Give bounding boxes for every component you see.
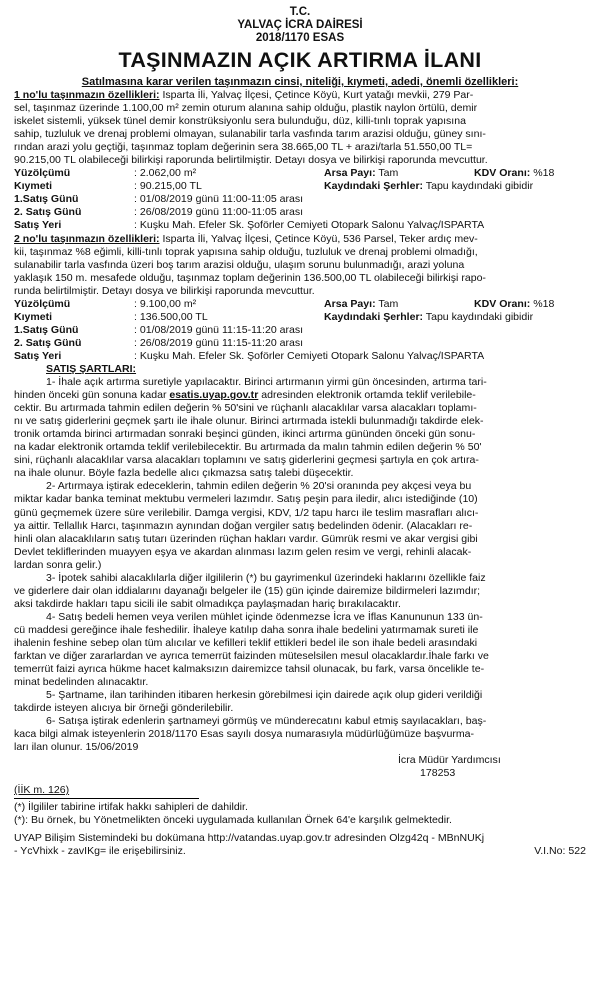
annotations-value: Tapu kaydındaki gibidir [423,180,534,193]
share-value: Tam [375,297,399,310]
desc-line: Isparta İli, Yalvaç İlçesi, Çetince Köyü, Kurt yatağı mevkii, 279 Par- [159,89,474,101]
footnote-1: (*) İlgililer tabirine irtifak hakkı sahipleri de dahildir. [14,801,248,814]
footnote-divider [14,798,199,799]
vat-label: KDV Oranı: [474,167,531,180]
cond-line: kaca bilgi almak isteyenlerin 2018/1170 Esas sayılı dosya numarasıyla müdürlüğümüze başvurma- [14,728,474,741]
property-2 [14,233,586,363]
cond-line: lardan sonra gelir.) [14,558,102,571]
property-2-description [14,233,586,298]
vat-value: %18 [530,167,555,180]
area-label: Yüzölçümü [14,297,71,310]
cond-line: ve giderlere dair olan iddialarını dayanağı belgeler ile (15) gün içinde dairemize bildirmeleri lazımdır; [14,584,481,597]
cond-line: minat bedelinden alınacaktır. [14,676,149,689]
sale-place-label: Satış Yeri [14,349,62,362]
condition-3 [14,572,586,611]
footnote-2: (*): Bu örnek, bu Yönetmelikten önceki uygulamada kullanılan Örnek 64'e karşılık gelmektedir. [14,814,452,827]
cond-line: ları ilan olunur. 15/06/2019 [14,741,139,754]
header-case-number: 2018/1170 ESAS [255,32,345,44]
cond-line: farktan ve diğer zararlardan ve ayrıca temerrüt faizinden müteselsilen mesul olacaklardır.İhale farkı ve [14,650,489,663]
signature-block [398,754,586,780]
property-2-heading: 2 no'lu taşınmazın özellikleri: [14,232,160,245]
sale-day-2-label: 2. Satış Günü [14,336,82,349]
sale-day-2-value: : 26/08/2019 günü 11:15-11:20 arası [134,336,304,349]
desc-line: yaklaşık 150 m. mesafede olduğu, taşınmaz toplam değerinin 136.500,00 TL olabileceği bilirkişi rapo- [14,271,486,284]
cond-line: na ihale olunur. Böyle fazla bedelle alıcı çıkmazsa satış talebi düşecektir. [14,467,354,480]
desc-line: sulanabilir tarla vasfında üzeri boş tarım arazisi olduğu, ulaşım sorunu bulunmadığı, arazi yoluna [14,258,465,271]
property-1 [14,89,586,233]
area-row [14,298,586,311]
cond-line: hinden önceki gün sonuna kadar [14,389,170,402]
intro-heading: Satılmasına karar verilen taşınmazın cinsi, niteliği, kıymeti, adedi, önemli özellikleri: [81,76,519,88]
desc-line: sel, taşınmaz üzerinde 1.100,00 m² zemin oturum alanına sahip olduğu, plastik naylon örtülü, demir [14,102,478,115]
cond-line: 1- İhale açık artırma suretiyle yapılacaktır. Birinci artırmanın yirmi gün öncesinden, artırma tari- [46,376,487,389]
desc-line: Isparta İli, Yalvaç İlçesi, Çetince Köyü, 536 Parsel, Teker ardıç mev- [159,232,478,245]
cond-line: 3- İpotek sahibi alacaklılarla diğer ilgililerin (*) bu gayrimenkul üzerindeki haklarını özellikle faiz [46,571,486,584]
vi-number: V.I.No: 522 [534,844,586,857]
value-row [14,311,586,324]
sale-place-value: : Kuşku Mah. Efeler Sk. Şoförler Cemiyeti Otopark Salonu Yalvaç/ISPARTA [134,219,485,232]
sale-day-1-value: : 01/08/2019 günü 11:15-11:20 arası [134,323,304,336]
cond-line: cü maddesi gereğince ihale feshedilir. İhaleye katılıp daha sonra ihale bedelini yatırmamak sureti ile [14,623,479,636]
cond-line: hinli olan alacaklıların satış tutarı üzerinden rüçhan hakları vardır. Gümrük resmi ve akar vergisi gibi [14,532,478,545]
value-amount: : 136.500,00 TL [134,310,208,323]
desc-line: runda belirtilmiştir. Detayı dosya ve bilirkişi raporunda mevcuttur. [14,284,315,297]
signature-number: 178253 [420,767,456,780]
desc-line: 90.215,00 TL olabileceği bilirkişi raporunda belirtilmiştir. Detayı dosya ve bilirkişi raporunda mevcuttur. [14,154,488,167]
value-row [14,180,586,193]
announcement-page [14,6,586,858]
uyap-line-1: UYAP Bilişim Sistemindeki bu dokümana http://vatandas.uyap.gov.tr adresinden Olzg42q - MBnNUKj [14,831,485,844]
header-office: YALVAÇ İCRA DAİRESİ [237,19,363,31]
cond-line: ya aittir. Tellallık Harcı, taşınmazın aynından doğan vergiler satış bedelinden ödenir. (Alacakları re- [14,519,473,532]
cond-line: 5- Şartname, ilan tarihinden itibaren herkesin görebilmesi için dairede açık olup gideri verildiği [46,689,483,702]
page-title: TAŞINMAZIN AÇIK ARTIRMA İLANI [118,48,482,72]
cond-line: 6- Satışa iştirak edenlerin şartnameyi görmüş ve münderecatını kabul etmiş sayılacakları, baş- [46,715,487,728]
condition-5 [14,689,586,715]
desc-line: kii, taşınmaz %8 eğimli, killi-tınlı toprak yapısına sahip olduğu, tuzluluk ve drenaj problemi olmadığı, [14,245,478,258]
share-label: Arsa Payı: [324,167,376,180]
desc-line: rından arazi yolu geçtiği, taşınmaz toplam değerinin sera 38.665,00 TL + arazi/tarla 51.550,00 TL= [14,141,473,154]
esatis-link[interactable]: esatis.uyap.gov.tr [169,389,259,402]
cond-line: nı ve satış giderlerini geçmek şartı ile ihale olunur. Birinci artırmada istekli bulunmadığı takdirde elek- [14,415,484,428]
sale-day-1-label: 1.Satış Günü [14,323,79,336]
sale-place-label: Satış Yeri [14,219,62,232]
area-label: Yüzölçümü [14,167,71,180]
sale-place-row [14,350,586,363]
annotations-value: Tapu kaydındaki gibidir [423,310,534,323]
annotations-label: Kaydındaki Şerhler: [324,180,424,193]
cond-line: temerrüt faizi ayrıca hükme hacet kalmaksızın dairemizce tahsil olunacak, bu fark, varsa öncelikle te- [14,663,485,676]
vat-label: KDV Oranı: [474,297,531,310]
annotations-label: Kaydındaki Şerhler: [324,310,424,323]
conditions-title: SATIŞ ŞARTLARI: [46,362,137,375]
sale-day-1-value: : 01/08/2019 günü 11:00-11:05 arası [134,193,304,206]
desc-line: sahip, tuzluluk ve drenaj problemi olmayan, sulanabilir tarla vasfında tarım arazisi olduğu, güney sını- [14,128,486,141]
sale-day-2-value: : 26/08/2019 günü 11:00-11:05 arası [134,206,304,219]
cond-line: aksi takdirde hakları tapu sicili ile sabit olmadıkça paylaşmadan hariç bırakılacaktır. [14,597,401,610]
sale-place-row [14,219,586,232]
cond-line: sini, rüçhanlı alacaklılar varsa alacakları toplamını ve satış giderlerini geçmesi şartıyla en çok artıra- [14,454,479,467]
share-value: Tam [375,167,399,180]
sale-day-1-label: 1.Satış Günü [14,193,79,206]
cond-line: 2- Artırmaya iştirak edeceklerin, tahmin edilen değerin % 20'si oranında pey akçesi veya bu [46,480,472,493]
value-amount: : 90.215,00 TL [134,180,202,193]
header-line-tc: T.C. [289,6,311,18]
value-label: Kıymeti [14,310,53,323]
cond-line: 4- Satış bedeli hemen veya verilen mühlet içinde ödenmezse İcra ve İflas Kanununun 133 ün- [46,610,483,623]
cond-line: na kadar elektronik ortamda teklif verilebilecektir. Bu artırmada da malın tahmin edilen değerin % 50' [14,441,482,454]
area-value: : 2.062,00 m² [134,167,197,180]
condition-4 [14,611,586,689]
uyap-notice [14,832,586,858]
property-1-heading: 1 no'lu taşınmazın özellikleri: [14,89,160,101]
condition-6 [14,715,586,754]
sale-day-2-row [14,337,586,350]
sale-place-value: : Kuşku Mah. Efeler Sk. Şoförler Cemiyeti Otopark Salonu Yalvaç/ISPARTA [134,349,485,362]
sale-day-2-row [14,206,586,219]
uyap-line-2: - YcVhixk - zavIKg= ile erişebilirsiniz. [14,844,186,857]
cond-line: ihalenin feshine sebep olan tüm alıcılar ve kefilleri teklif ettikleri bedel ile son ihale bedeli arasındaki [14,636,478,649]
law-reference: (İİK m. 126) [14,784,70,797]
cond-line: takdirde isteyen alıcıya bir örneği gönderilebilir. [14,702,234,715]
value-label: Kıymeti [14,180,53,193]
desc-line: iskelet sistemli, yüksek tünel demir konstrüksiyonlu sera bulunduğu, düz, killi-tınlı toprak yapısına [14,115,466,128]
area-row [14,167,586,180]
cond-line: günü geçmemek üzere süre verilebilir. Damga vergisi, KDV, 1/2 tapu harcı ile teslim masrafları alıcı- [14,506,479,519]
cond-line: Devlet tekliflerinden muayyen eşya ve akardan alınması lazım gelen resim ve vergi, rehinli alacak- [14,545,472,558]
sale-day-1-row [14,324,586,337]
sale-day-2-label: 2. Satış Günü [14,206,82,219]
share-label: Arsa Payı: [324,297,376,310]
cond-line: miktar kadar banka teminat mektubu vermeleri lazımdır. Satış peşin para iledir, alıcı istediğinde (10) [14,493,478,506]
cond-line: adresinden elektronik ortamda teklif verilebile- [258,389,476,402]
condition-1 [14,376,586,480]
sale-day-1-row [14,193,586,206]
area-value: : 9.100,00 m² [134,297,197,310]
cond-line: tronik ortamda birinci artırmadan sonraki beşinci günden, ikinci artırma gününden önceki gün sonu- [14,428,476,441]
property-1-description [14,89,586,167]
cond-line: cektir. Bu artırmada tahmin edilen değerin % 50'sini ve rüçhanlı alacaklılar varsa alacakları toplamı- [14,402,477,415]
signature-title: İcra Müdür Yardımcısı [398,754,501,767]
vat-value: %18 [530,297,555,310]
condition-2 [14,480,586,571]
